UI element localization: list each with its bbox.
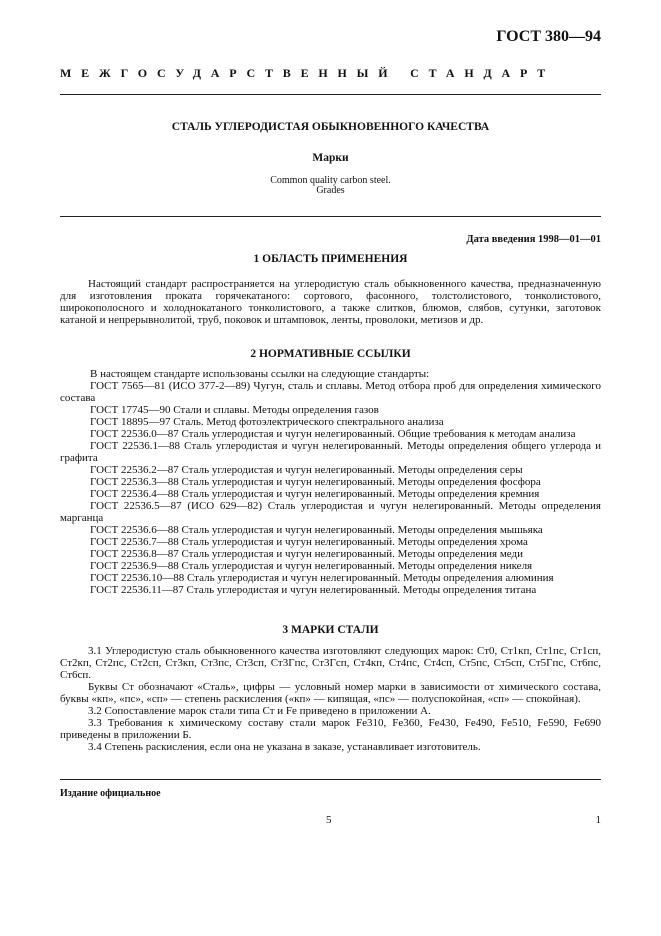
- section-3-paragraph: 3.2 Сопоставление марок стали типа Ст и Fe приведено в приложении А.: [88, 705, 431, 717]
- page-number-right: 1: [595, 814, 601, 826]
- official-edition-label: Издание официальное: [60, 788, 161, 799]
- document-title: СТАЛЬ УГЛЕРОДИСТАЯ ОБЫКНОВЕННОГО КАЧЕСТВА: [171, 121, 490, 133]
- reference-item: ГОСТ 22536.6—88 Сталь углеродистая и чугун нелегированный. Методы определения мышьяка: [90, 524, 543, 536]
- gost-code: ГОСТ 380—94: [496, 28, 601, 45]
- reference-item: ГОСТ 22536.10—88 Сталь углеродистая и чугун нелегированный. Методы определения алюминия: [90, 572, 554, 584]
- reference-item: ГОСТ 22536.7—88 Сталь углеродистая и чугун нелегированный. Методы определения хрома: [90, 536, 528, 548]
- reference-item: ГОСТ 22536.4—88 Сталь углеродистая и чугун нелегированный. Методы определения кремния: [90, 488, 540, 500]
- reference-item: ГОСТ 7565—81 (ИСО 377-2—89) Чугун, сталь и сплавы. Метод отбора проб для определения химического состава: [60, 380, 601, 404]
- english-title-line1: Common quality carbon steel.: [270, 175, 391, 186]
- standard-label: МЕЖГОСУДАРСТВЕННЫЙ СТАНДАРТ: [60, 66, 556, 80]
- reference-item: ГОСТ 22536.11—87 Сталь углеродистая и чугун нелегированный. Методы определения титана: [90, 584, 537, 596]
- reference-item: ГОСТ 22536.0—87 Сталь углеродистая и чугун нелегированный. Общие требования к методам анализа: [90, 428, 576, 440]
- reference-item: ГОСТ 22536.8—87 Сталь углеродистая и чугун нелегированный. Методы определения меди: [90, 548, 524, 560]
- section-3-paragraph: Буквы Ст обозначают «Сталь», цифры — условный номер марки в зависимости от химического состава, буквы «кп», «пс», «сп» — степень раскисления («кп» — кипящая, «пс» — полуспокойная, «сп» — спокойная).: [60, 681, 601, 705]
- section-1-heading: 1 ОБЛАСТЬ ПРИМЕНЕНИЯ: [253, 253, 408, 265]
- english-title-line2: Grades: [316, 185, 345, 196]
- english-title: [60, 176, 601, 196]
- section-2-intro: В настоящем стандарте использованы ссылки на следующие стандарты:: [90, 368, 430, 380]
- section-2-body: [60, 368, 601, 596]
- footer-rule: [60, 779, 601, 780]
- reference-item: ГОСТ 22536.1—88 Сталь углеродистая и чугун нелегированный. Методы определения общего углерода и графита: [60, 440, 601, 464]
- section-1-body: [60, 278, 601, 326]
- section-3-paragraph: 3.1 Углеродистую сталь обыкновенного качества изготовляют следующих марок: Ст0, Ст1кп, Ст1пс, Ст1сп, Ст2кп, Ст2пс, Ст2сп, Ст3кп, Ст3пс, Ст3сп, Ст3Гпс, Ст3Гсп, Ст4кп, Ст4пс, Ст4сп, Ст5пс, Ст5сп, Ст5Гпс, Ст6пс, Ст6сп.: [60, 645, 601, 681]
- section-2-heading: 2 НОРМАТИВНЫЕ ССЫЛКИ: [250, 348, 411, 360]
- section-1-text: Настоящий стандарт распространяется на углеродистую сталь обыкновенного качества, предназначенную для изготовления проката горячекатаного: сортового, фасонного, толстолистового, тонколистового, широкополосного и холоднокатаного тонколистового, а также слитков, блюмов, слябов, сутунки, заготовок катаной и непрерывнолитой, труб, поковок и штамповок, ленты, проволоки, метизов и др.: [60, 278, 601, 326]
- reference-item: ГОСТ 22536.3—88 Сталь углеродистая и чугун нелегированный. Методы определения фосфора: [90, 476, 541, 488]
- section-3-heading: 3 МАРКИ СТАЛИ: [282, 624, 379, 636]
- reference-item: ГОСТ 17745—90 Стали и сплавы. Методы определения газов: [90, 404, 379, 416]
- reference-item: ГОСТ 18895—97 Сталь. Метод фотоэлектрического спектрального анализа: [90, 416, 444, 428]
- title-rule: [60, 216, 601, 217]
- document-subtitle: Марки: [312, 152, 349, 164]
- header-rule: [60, 94, 601, 95]
- section-3-paragraph: 3.3 Требования к химическому составу стали марок Fe310, Fe360, Fe430, Fe490, Fe510, Fe590, Fe690 приведены в приложении Б.: [60, 717, 601, 741]
- page-number-center: 5: [326, 814, 332, 826]
- section-3-body: [60, 645, 601, 753]
- intro-date: Дата введения 1998—01—01: [466, 234, 601, 245]
- reference-item: ГОСТ 22536.9—88 Сталь углеродистая и чугун нелегированный. Методы определения никеля: [90, 560, 533, 572]
- reference-item: ГОСТ 22536.5—87 (ИСО 629—82) Сталь углеродистая и чугун нелегированный. Методы определения марганца: [60, 500, 601, 524]
- reference-item: ГОСТ 22536.2—87 Сталь углеродистая и чугун нелегированный. Методы определения серы: [90, 464, 523, 476]
- section-3-paragraph: 3.4 Степень раскисления, если она не указана в заказе, устанавливает изготовитель.: [88, 741, 481, 753]
